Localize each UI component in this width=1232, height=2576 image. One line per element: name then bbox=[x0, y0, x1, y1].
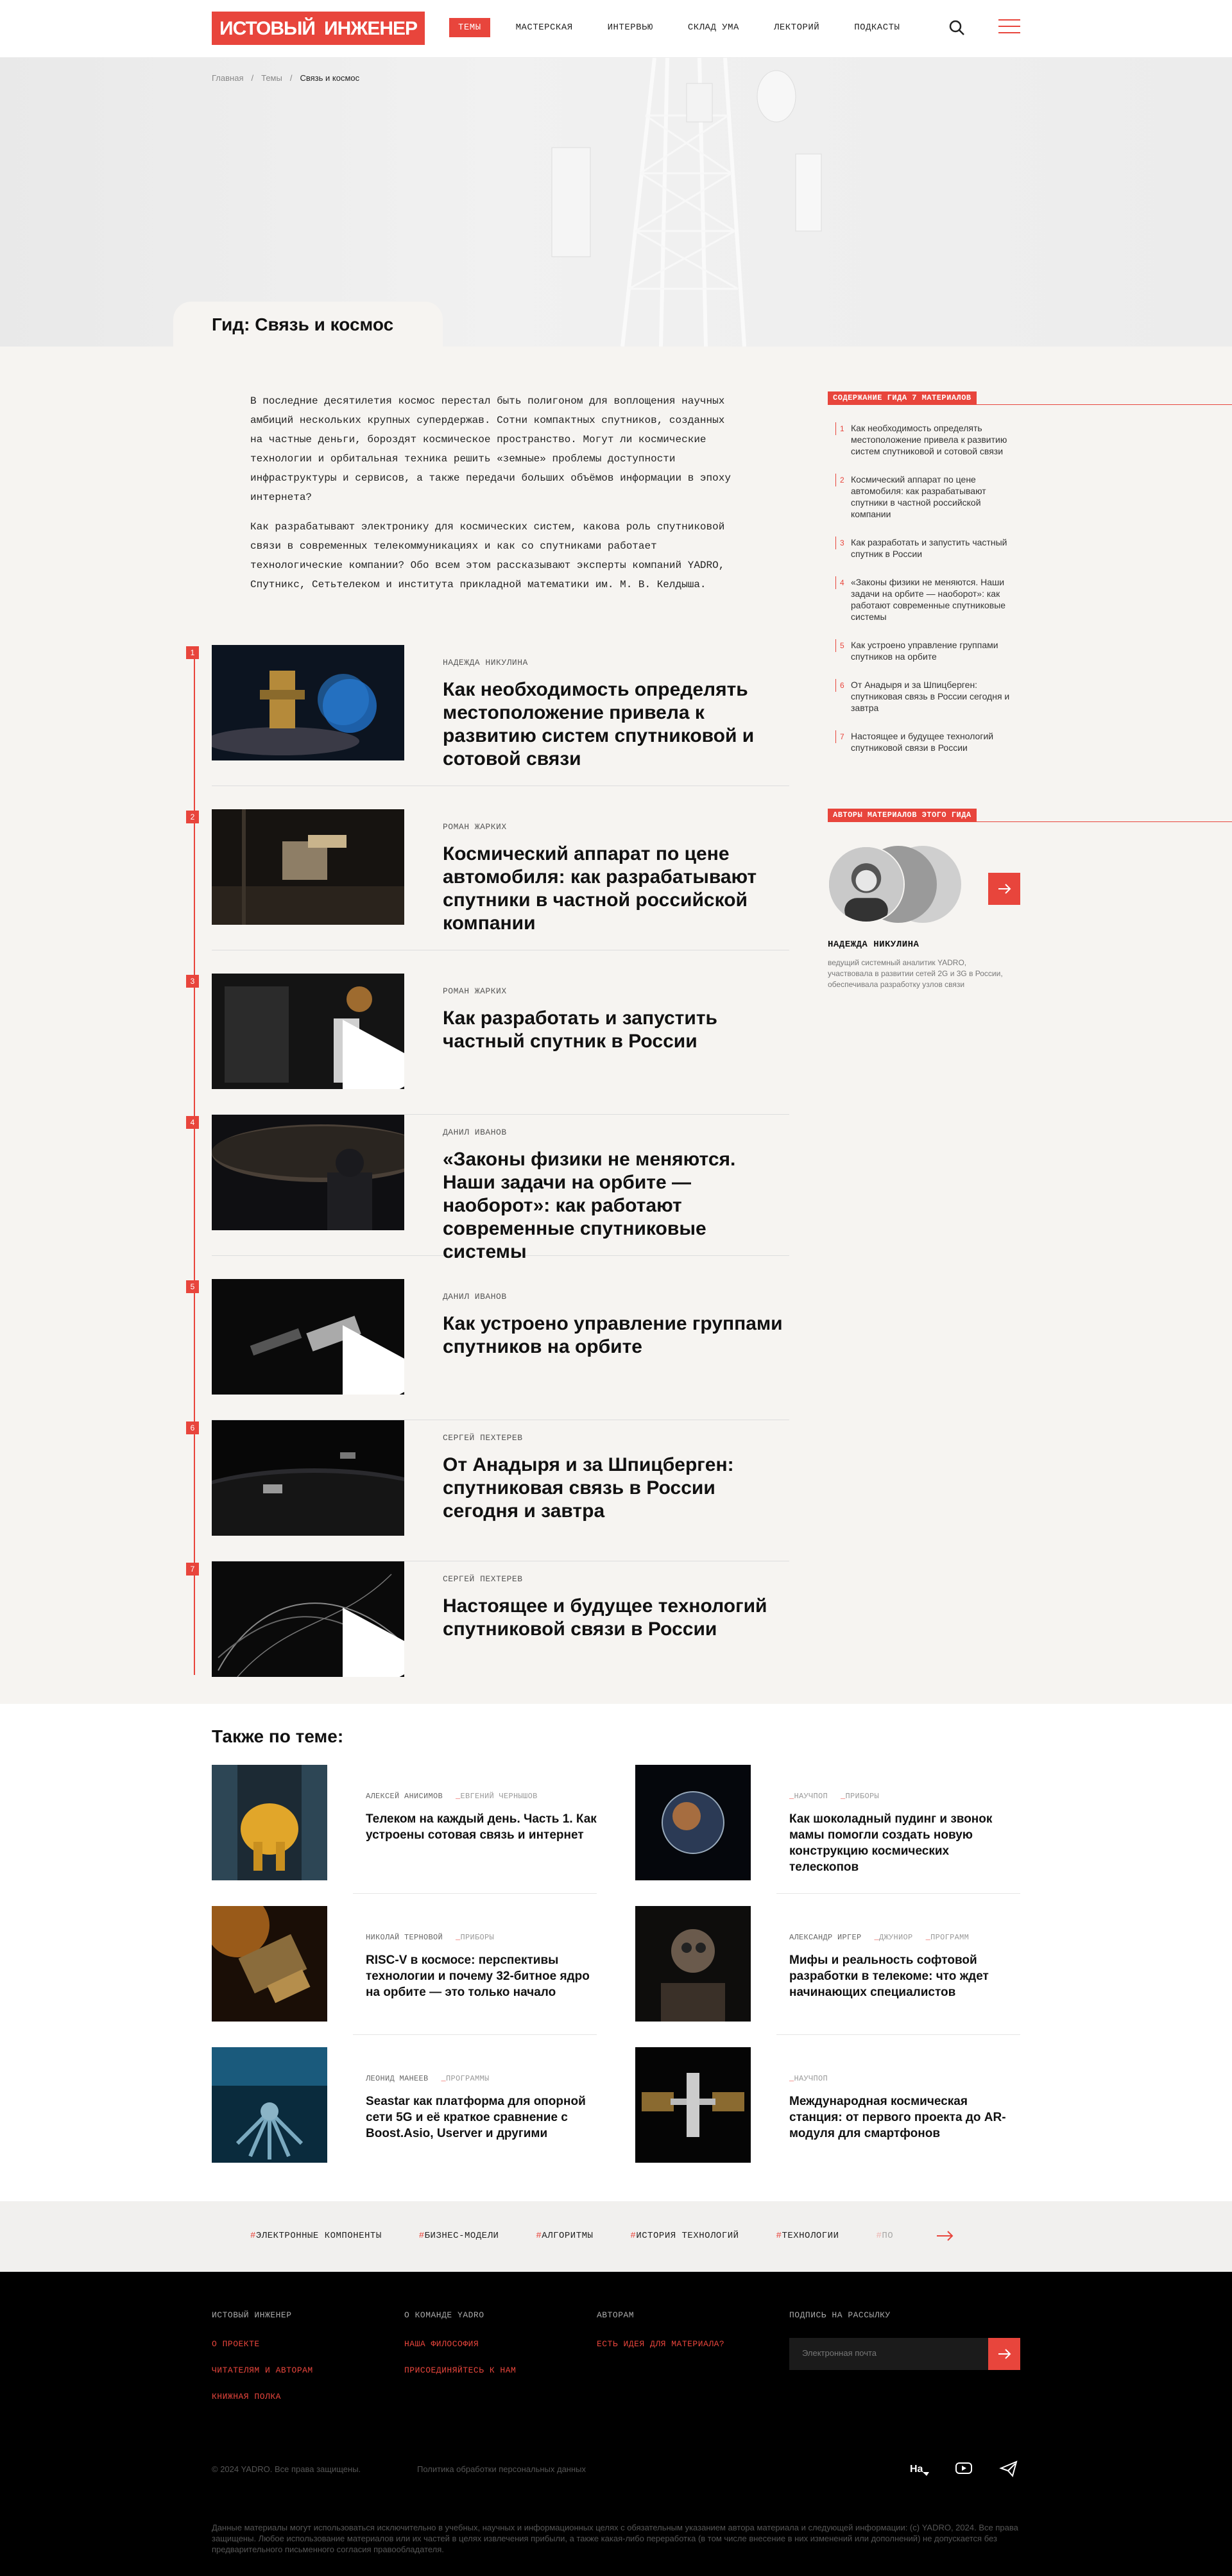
newsletter-email-input[interactable]: Электронная почта bbox=[789, 2338, 988, 2370]
footer-column bbox=[597, 2310, 724, 2366]
tags-list bbox=[250, 2231, 930, 2241]
article-title[interactable]: Как разработать и запустить частный спутник в России bbox=[443, 1008, 717, 1052]
related-tag[interactable]: _ ПРОГРАММЫ bbox=[441, 2074, 490, 2083]
tag-link[interactable]: # ИСТОРИЯ ТЕХНОЛОГИЙ bbox=[630, 2231, 739, 2241]
related-card-title[interactable]: Seastar как платформа для опорной сети 5G и её краткое сравнение с Boost.Asio, Userver и другими bbox=[366, 2095, 586, 2140]
author-name[interactable]: НАДЕЖДА НИКУЛИНА bbox=[828, 940, 920, 950]
footer-column bbox=[404, 2310, 516, 2392]
nav-item-workshop[interactable]: МАСТЕРСКАЯ bbox=[515, 22, 573, 33]
related-tag[interactable]: _ НАУЧПОП bbox=[789, 2074, 828, 2083]
related-tag[interactable]: _ ПРИБОРЫ bbox=[456, 1933, 494, 1942]
tag-link[interactable]: # АЛГОРИТМЫ bbox=[536, 2231, 593, 2241]
toc-item-label[interactable]: Космический аппарат по цене автомобиля: как разрабатывают спутники в частной российской компании bbox=[851, 474, 986, 519]
related-meta bbox=[789, 1792, 1020, 1801]
toc-item-label[interactable]: Как устроено управление группами спутников на орбите bbox=[851, 640, 998, 662]
article-author[interactable]: СЕРГЕЙ ПЕХТЕРЕВ bbox=[443, 1574, 523, 1584]
nav-item-themes[interactable]: ТЕМЫ bbox=[449, 18, 490, 37]
toc-item-label[interactable]: От Анадыря и за Шпицберген: спутниковая связь в России сегодня и завтра bbox=[851, 680, 1010, 713]
article-author[interactable]: СЕРГЕЙ ПЕХТЕРЕВ bbox=[443, 1433, 523, 1443]
article-item[interactable] bbox=[190, 1115, 789, 1262]
related-image[interactable] bbox=[635, 1906, 751, 2022]
sidebar-divider bbox=[828, 821, 1232, 822]
breadcrumb-current: Связь и космос bbox=[300, 73, 360, 83]
related-image[interactable] bbox=[212, 1906, 327, 2022]
article-title[interactable]: «Законы физики не меняются. Наши задачи на орбите — наоборот»: как работают современные спутниковые системы bbox=[443, 1149, 736, 1262]
tower-illustration bbox=[475, 58, 873, 347]
related-meta bbox=[366, 1933, 597, 1942]
footer-heading: ПОДПИСЬ НА РАССЫЛКУ bbox=[789, 2310, 891, 2320]
site-logo[interactable] bbox=[212, 12, 425, 45]
intro-paragraph: Как разрабатывают электронику для космических систем, какова роль спутниковой связи в современных телекоммуникациях и как со спутниками работает технологические компании? Обо всем этом рассказывают эксперты компаний YADRO, Спутникс, Сетьтелеком и института прикладной математики им. М. В. Келдыша. bbox=[250, 521, 725, 590]
article-author[interactable]: НАДЕЖДА НИКУЛИНА bbox=[443, 658, 528, 667]
authors-block bbox=[828, 809, 1232, 989]
article-title[interactable]: Как необходимость определять местоположение привела к развитию систем спутниковой и сотовой связи bbox=[443, 679, 755, 769]
related-author[interactable]: ЛЕОНИД МАНЕЕВ bbox=[366, 2074, 429, 2083]
article-item[interactable] bbox=[190, 1420, 789, 1561]
article-title[interactable]: От Анадыря и за Шпицберген: спутниковая связь в России сегодня и завтра bbox=[443, 1454, 734, 1522]
article-author[interactable]: РОМАН ЖАРКИХ bbox=[443, 822, 507, 832]
related-card-title[interactable]: RISC-V в космосе: перспективы технологии и почему 32-битное ядро на орбите — это только начало bbox=[366, 1953, 590, 1999]
related-tag[interactable]: _ ДЖУНИОР bbox=[875, 1933, 913, 1942]
tag-link[interactable]: # БИЗНЕС-МОДЕЛИ bbox=[419, 2231, 499, 2241]
breadcrumb-sep: / bbox=[251, 73, 254, 83]
related-author[interactable]: _ ЕВГЕНИЙ ЧЕРНЫШОВ bbox=[456, 1792, 538, 1801]
footer-heading: О КОМАНДЕ YADRO bbox=[404, 2310, 484, 2320]
main-nav bbox=[449, 18, 925, 37]
telegram-icon[interactable] bbox=[997, 2457, 1020, 2480]
video-duration: 01:43:38 bbox=[350, 1377, 394, 1387]
logo-part2: ИНЖЕНЕР bbox=[321, 13, 424, 44]
article-number: 2 bbox=[186, 811, 199, 823]
toc-item-label[interactable]: «Законы физики не меняются. Наши задачи на орбите — наоборот»: как работают современные спутниковые системы bbox=[851, 577, 1006, 622]
footer-column bbox=[789, 2310, 891, 2339]
related-tag[interactable]: _ ПРИБОРЫ bbox=[841, 1792, 879, 1801]
article-author[interactable]: РОМАН ЖАРКИХ bbox=[443, 986, 507, 996]
article-author[interactable]: ДАНИЛ ИВАНОВ bbox=[443, 1128, 507, 1137]
article-title[interactable]: Космический аппарат по цене автомобиля: как разрабатывают спутники в частной российской компании bbox=[443, 843, 757, 934]
video-duration: 01:55:05 bbox=[350, 1071, 394, 1081]
breadcrumb-sep: / bbox=[289, 73, 293, 83]
tag-link[interactable]: # ТЕХНОЛОГИИ bbox=[776, 2231, 839, 2241]
article-item[interactable] bbox=[190, 1279, 789, 1420]
related-section bbox=[0, 1704, 1232, 2201]
related-card-title[interactable]: Как шоколадный пудинг и звонок мамы помогли создать новую конструкцию космических телескопов bbox=[789, 1812, 993, 1874]
related-tag[interactable]: _ НАУЧПОП bbox=[789, 1792, 828, 1801]
article-thumbnail[interactable] bbox=[212, 1279, 404, 1395]
related-image[interactable] bbox=[635, 2047, 751, 2163]
article-thumbnail[interactable] bbox=[212, 1115, 404, 1230]
video-duration: 01:23:21 bbox=[350, 1659, 394, 1669]
next-author-button[interactable] bbox=[988, 873, 1020, 905]
tags-strip bbox=[0, 2201, 1232, 2272]
footer-column bbox=[212, 2310, 313, 2418]
article-thumbnail[interactable] bbox=[212, 645, 404, 760]
arrow-right-icon bbox=[988, 2338, 1020, 2370]
article-number: 1 bbox=[186, 646, 199, 659]
related-meta bbox=[366, 1792, 597, 1801]
related-image[interactable] bbox=[212, 2047, 327, 2163]
breadcrumb-themes[interactable]: Темы bbox=[261, 73, 282, 83]
authors-label: АВТОРЫ МАТЕРИАЛОВ ЭТОГО ГИДА bbox=[828, 809, 977, 821]
article-number: 7 bbox=[186, 1563, 199, 1576]
timeline-rail bbox=[194, 651, 195, 1675]
related-card-title[interactable]: Международная космическая станция: от первого проекта до AR-модуля для смартфонов bbox=[789, 2095, 1006, 2140]
privacy-policy-link[interactable]: Политика обработки персональных данных bbox=[417, 2464, 586, 2474]
article-number: 5 bbox=[186, 1280, 199, 1293]
subscribe-button[interactable] bbox=[988, 2338, 1020, 2370]
related-image[interactable] bbox=[212, 1765, 327, 1880]
toc-item[interactable]: 5 Как устроено управление группами спутников на орбите bbox=[828, 639, 1020, 662]
author-description: ведущий системный аналитик YADRO, участвовала в развитии сетей 2G и 3G в России, обеспечивала разработку узлов связи bbox=[828, 958, 1003, 989]
article-thumbnail[interactable] bbox=[212, 1420, 404, 1536]
breadcrumb-home[interactable]: Главная bbox=[212, 73, 244, 83]
article-item[interactable] bbox=[190, 809, 789, 950]
related-meta bbox=[366, 2074, 597, 2083]
related-card[interactable] bbox=[212, 1906, 590, 2022]
related-card[interactable] bbox=[635, 2047, 1014, 2163]
article-item[interactable] bbox=[190, 645, 789, 786]
tag-link[interactable]: # ЭЛЕКТРОННЫЕ КОМПОНЕНТЫ bbox=[250, 2231, 382, 2241]
nav-item-podcasts[interactable]: ПОДКАСТЫ bbox=[854, 22, 900, 33]
intro-text bbox=[250, 391, 738, 605]
toc-label: СОДЕРЖАНИЕ ГИДА 7 МАТЕРИАЛОВ bbox=[828, 391, 977, 404]
related-card[interactable] bbox=[635, 1906, 1014, 2022]
legal-note: Данные материалы могут использоваться исключительно в учебных, научных и информационных целях с обязательным указанием автора материала и следующей информации: (c) YADRO, 2024. Все права защищены. Любое использование материалов или их частей в целях извлечения прибыли, а также какая-либо переработка (в том числе внесение в них изменений или дополнений) не допускается без предварительного письменного согласия правообладателя. bbox=[212, 2523, 1018, 2554]
nav-item-mind-store[interactable]: СКЛАД УМА bbox=[687, 22, 739, 33]
footer-link[interactable]: О ПРОЕКТЕ bbox=[212, 2339, 260, 2349]
toc-item[interactable]: 3 Как разработать и запустить частный спутник в России bbox=[828, 537, 1020, 560]
related-image[interactable] bbox=[635, 1765, 751, 1880]
article-number: 6 bbox=[186, 1421, 199, 1434]
nav-item-interviews[interactable]: ИНТЕРВЬЮ bbox=[607, 22, 653, 33]
related-tag[interactable]: _ ПРОГРАММ bbox=[926, 1933, 970, 1942]
nav-item-lectures[interactable]: ЛЕКТОРИЙ bbox=[773, 22, 820, 33]
related-author[interactable]: НИКОЛАЙ ТЕРНОВОЙ bbox=[366, 1933, 443, 1942]
footer-link[interactable]: ЧИТАТЕЛЯМ И АВТОРАМ bbox=[212, 2366, 313, 2375]
toc-item[interactable]: 4 «Законы физики не меняются. Наши задачи на орбите — наоборот»: как работают современные спутниковые системы bbox=[828, 576, 1020, 623]
site-header bbox=[0, 0, 1232, 58]
article-thumbnail[interactable] bbox=[212, 809, 404, 925]
related-card[interactable] bbox=[212, 2047, 590, 2163]
related-author[interactable]: АЛЕКСАНДР ИРГЕР bbox=[789, 1933, 862, 1942]
article-author[interactable]: ДАНИЛ ИВАНОВ bbox=[443, 1292, 507, 1301]
article-number: 4 bbox=[186, 1116, 199, 1129]
breadcrumb bbox=[212, 73, 359, 83]
avatar[interactable] bbox=[828, 846, 905, 923]
related-meta bbox=[789, 1933, 1020, 1942]
related-card[interactable] bbox=[635, 1765, 1014, 1880]
article-thumbnail[interactable] bbox=[212, 974, 404, 1089]
arrow-right-icon bbox=[988, 873, 1020, 905]
related-card[interactable] bbox=[212, 1765, 597, 1880]
svg-text:Ha: Ha bbox=[910, 2464, 923, 2475]
article-thumbnail[interactable] bbox=[212, 1561, 404, 1677]
logo-part1: ИСТОВЫЙ bbox=[213, 13, 321, 44]
toc-item[interactable]: 1 Как необходимость определять местоположение привела к развитию систем спутниковой и сотовой связи bbox=[828, 422, 1020, 457]
related-card-title[interactable]: Мифы и реальность софтовой разработки в телекоме: что ждет начинающих специалистов bbox=[789, 1953, 989, 1999]
toc-item[interactable]: 2 Космический аппарат по цене автомобиля: как разрабатывают спутники в частной российской компании bbox=[828, 474, 1020, 520]
related-card-title[interactable]: Телеком на каждый день. Часть 1. Как устроены сотовая связь и интернет bbox=[366, 1812, 597, 1842]
footer-heading: АВТОРАМ bbox=[597, 2310, 635, 2320]
article-item[interactable] bbox=[190, 1561, 789, 1703]
sidebar bbox=[828, 391, 1232, 989]
related-meta bbox=[789, 2074, 1020, 2083]
footer-link[interactable]: ЕСТЬ ИДЕЯ ДЛЯ МАТЕРИАЛА? bbox=[597, 2339, 725, 2349]
related-author[interactable]: АЛЕКСЕЙ АНИСИМОВ bbox=[366, 1792, 443, 1801]
intro-paragraph: В последние десятилетия космос перестал быть полигоном для воплощения научных амбиций нескольких крупных супердержав. Сотни компактных спутников, созданных на частные деньги, бороздят космическое пространство. Могут ли космические технологии и орбитальная техника решить «земные» проблемы доступности инфраструктуры и сервисов, а также передачи больших объёмов информации в эпоху интернета? bbox=[250, 395, 731, 503]
sidebar-divider bbox=[828, 404, 1232, 405]
youtube-icon[interactable] bbox=[952, 2457, 975, 2480]
menu-burger-icon[interactable] bbox=[998, 19, 1020, 36]
toc-list bbox=[828, 422, 1232, 753]
toc-item[interactable]: 7 Настоящее и будущее технологий спутниковой связи в России bbox=[828, 730, 1020, 753]
copyright: © 2024 YADRO. Все права защищены. bbox=[212, 2464, 361, 2474]
toc-item-label[interactable]: Настоящее и будущее технологий спутниковой связи в России bbox=[851, 731, 994, 753]
tag-link[interactable]: # ПО bbox=[876, 2231, 893, 2241]
related-title: Также по теме: bbox=[212, 1726, 344, 1746]
footer-link[interactable]: КНИЖНАЯ ПОЛКА bbox=[212, 2392, 281, 2401]
footer-link[interactable]: НАША ФИЛОСОФИЯ bbox=[404, 2339, 479, 2349]
toc-item[interactable]: 6 От Анадыря и за Шпицберген: спутниковая связь в России сегодня и завтра bbox=[828, 679, 1020, 714]
footer-heading: ИСТОВЫЙ ИНЖЕНЕР bbox=[212, 2310, 292, 2320]
search-icon[interactable] bbox=[947, 18, 966, 37]
toc-item-label[interactable]: Как необходимость определять местоположение привела к развитию систем спутниковой и сотовой связи bbox=[851, 423, 1007, 456]
article-title[interactable]: Как устроено управление группами спутников на орбите bbox=[443, 1313, 783, 1357]
article-title[interactable]: Настоящее и будущее технологий спутниковой связи в России bbox=[443, 1595, 767, 1640]
habr-icon[interactable] bbox=[907, 2457, 930, 2480]
article-number: 3 bbox=[186, 975, 199, 988]
footer-link[interactable]: ПРИСОЕДИНЯЙТЕСЬ К НАМ bbox=[404, 2366, 517, 2375]
site-footer bbox=[0, 2272, 1232, 2576]
page-title: Гид: Связь и космос bbox=[212, 314, 394, 334]
toc-item-label[interactable]: Как разработать и запустить частный спутник в России bbox=[851, 537, 1007, 559]
article-item[interactable] bbox=[190, 974, 789, 1115]
arrow-right-icon[interactable] bbox=[936, 2229, 955, 2242]
